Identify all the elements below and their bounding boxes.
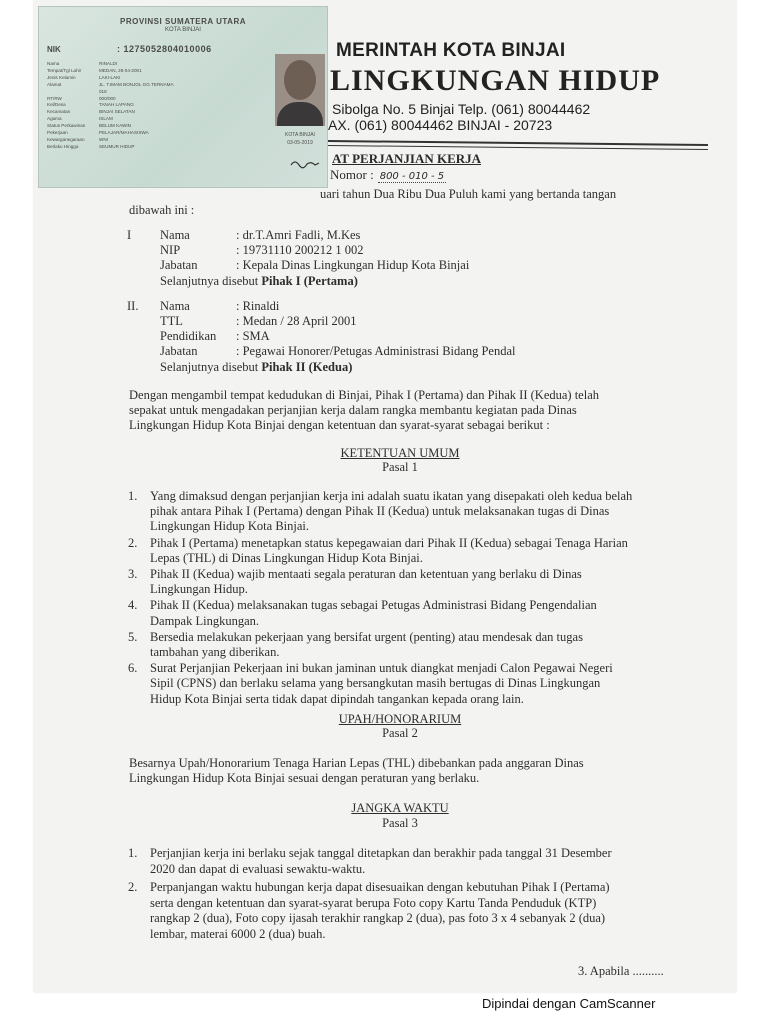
list-item-number: 5. [128, 629, 138, 644]
ktp-field-label: Jenis Kelamin [47, 74, 76, 80]
ktp-signature [289, 157, 321, 171]
list-item-line: Lepas (THL) di Dinas Lingkungan Hidup Kota Binjai. [150, 550, 423, 565]
ktp-photo [275, 54, 325, 126]
ktp-field-label [47, 89, 99, 96]
ktp-field-value: ISLAM [99, 116, 113, 122]
ktp-nik-label: NIK [47, 45, 61, 54]
ktp-nik-value: : 1275052804010006 [117, 44, 212, 54]
list-item-line: tambahan yang diberikan. [150, 645, 280, 659]
list-item-line: Dampak Lingkungan. [150, 613, 260, 628]
ktp-field-row [47, 144, 237, 151]
section2-line-2: Lingkungan Hidup Kota Binjai sesuai dengan peraturan yang berlaku. [129, 771, 480, 785]
list-item-number: 3. [128, 567, 138, 581]
scanner-watermark: Dipindai dengan CamScanner [482, 996, 656, 1011]
ktp-fields [47, 61, 237, 151]
party2-name: : Rinaldi [236, 299, 280, 313]
document-number [330, 167, 446, 183]
party1-name-label: Nama [160, 228, 190, 242]
ktp-field-row [47, 123, 237, 130]
party1-nip-label: NIP [160, 243, 181, 257]
letterhead-government: MERINTAH KOTA BINJAI [336, 40, 566, 61]
party1-jabatan: : Kepala Dinas Lingkungan Hidup Kota Binjai [236, 258, 470, 272]
list-item-line: Pihak I (Pertama) menetapkan status kepegawaian dari Pihak II (Kedua) sebagai Tenaga Harian [150, 535, 628, 550]
party2-education: : SMA [236, 329, 270, 343]
ktp-field-row [47, 82, 237, 89]
ktp-field-value: JL. T.IMAM BONJOL GG.TERNAMA [99, 81, 174, 87]
section1-heading: KETENTUAN UMUM [340, 446, 460, 460]
party1-number: I [127, 228, 132, 242]
party2-number: II. [127, 299, 139, 313]
ktp-field-row [47, 89, 237, 96]
list-item-line: rangkap 2 (dua), Foto copy ijasah terakhir rangkap 2 (dua), pas foto 3 x 4 sebanyak 2 (dua) [150, 911, 606, 925]
nomor-value: 800 - 010 - 5 [379, 171, 445, 182]
party1-name: : dr.T.Amri Fadli, M.Kes [236, 228, 361, 242]
ktp-field-label: Berlaku Hingga [47, 143, 79, 149]
list-item-line: serta dengan ketentuan dan syarat-syarat berupa Foto copy Kartu Tanda Penduduk (KTP) [150, 895, 597, 910]
letterhead-address-2: AX. (061) 80044462 BINJAI - 20723 [328, 117, 553, 133]
letterhead-address-1: Sibolga No. 5 Binjai Telp. (061) 80044462 [332, 101, 591, 117]
ktp-field-row [47, 116, 237, 123]
ktp-field-label: Alamat [47, 81, 62, 87]
list-item-line: Sipil (CPNS) dan berlaku selama yang bersangkutan masih bertugas di Dinas Lingkungan [150, 676, 601, 691]
list-item-number: 2. [128, 880, 138, 894]
intro-line-2: sepakat untuk mengadakan perjanjian kerja dalam rangka membantu kegiatan pada Dinas [129, 403, 577, 417]
list-item-number: 4. [128, 598, 138, 613]
list-item-number: 2. [128, 535, 138, 550]
ktp-city: KOTA BINJAI [165, 27, 201, 33]
document-title: AT PERJANJIAN KERJA [332, 151, 482, 166]
list-item-line: Perjanjian kerja ini berlaku sejak tanggal ditetapkan dan berakhir pada tanggal 31 Desember [150, 846, 612, 860]
ktp-field-row [47, 61, 237, 68]
ktp-field-label: Kel/Desa [47, 102, 66, 108]
party2-education-label: Pendidikan [160, 329, 217, 343]
ktp-field-label: Status Perkawinan [47, 123, 86, 129]
party1-reference: Selanjutnya disebut Pihak I (Pertama) [160, 274, 358, 288]
list-item-line: pihak antara Pihak I (Pertama) dengan Pihak II (Kedua) untuk melaksanakan tugas di Dinas [150, 504, 610, 519]
list-item-number: 1. [128, 489, 138, 503]
list-item-line: Lingkungan Hidup Kota Binjai. [150, 519, 310, 534]
list-item-line: Yang dimaksud dengan perjanjian kerja ini adalah suatu ikatan yang disepakati oleh kedua belah [150, 489, 633, 503]
ktp-field-label: Kewarganegaraan [47, 136, 85, 142]
party2-jabatan: : Pegawai Honorer/Petugas Administrasi Bidang Pendal [236, 344, 516, 358]
opening-line-2: dibawah ini : [129, 203, 195, 217]
ktp-field-value: BINJAI SELATAN [99, 109, 135, 115]
section3-heading: JANGKA WAKTU [351, 801, 449, 815]
list-item-line: Surat Perjanjian Pekerjaan ini bukan jaminan untuk diangkat menjadi Calon Pegawai Negeri [150, 661, 613, 676]
list-item-line: lembar, materai 6000 2 (dua) buah. [150, 926, 326, 941]
ktp-field-value: 000/000 [99, 95, 116, 101]
ktp-field-row [47, 137, 237, 144]
ktp-field-value: SEUMUR HIDUP [99, 143, 135, 149]
ktp-field-row [47, 96, 237, 103]
list-item-line: 2020 dan dapat di evaluasi sewaktu-waktu. [150, 861, 366, 876]
ktp-field-label: Pekerjaan [47, 130, 68, 136]
section3-pasal: Pasal 3 [382, 816, 418, 830]
ktp-field-row [47, 68, 237, 75]
section1-pasal: Pasal 1 [382, 460, 418, 474]
list-item-line: Perpanjangan waktu hubungan kerja dapat disesuaikan dengan kebutuhan Pihak I (Pertama) [150, 880, 610, 894]
party1-nip: : 19731110 200212 1 002 [236, 243, 364, 257]
ktp-field-value: 018 [99, 88, 107, 94]
ktp-issue-city: KOTA BINJAI [285, 132, 315, 138]
list-item-number: 6. [128, 661, 138, 676]
list-item-line: Pihak II (Kedua) wajib mentaati segala peraturan dan ketentuan yang berlaku di Dinas [150, 567, 582, 581]
ktp-province: PROVINSI SUMATERA UTARA [119, 17, 247, 26]
intro-line-3: Lingkungan Hidup Kota Binjai dengan ketentuan dan syarat-syarat sebagai berikut : [129, 418, 550, 432]
continuation-text: 3. Apabila .......... [578, 964, 664, 978]
ktp-field-row [47, 130, 237, 137]
ktp-issue-date: 03-05-2019 [287, 140, 313, 146]
ktp-field-value: BELUM KAWIN [99, 123, 131, 129]
ktp-field-value: PELAJAR/MAHASISWA [99, 130, 149, 136]
nomor-label: Nomor : [330, 167, 374, 182]
ktp-field-row [47, 109, 237, 116]
ktp-field-row [47, 75, 237, 82]
ktp-field-label: Agama [47, 116, 62, 122]
ktp-field-value: RINALDI [99, 61, 118, 66]
list-item-line: Hidup Kota Binjai serta tidak dapat dipindah tangankan kepada orang lain. [150, 691, 524, 706]
list-item-number: 1. [128, 846, 138, 860]
letterhead-office: LINGKUNGAN HIDUP [330, 64, 661, 97]
ktp-field-label: Tempat/Tgl Lahir [47, 67, 82, 73]
ktp-field-label: RT/RW [47, 95, 62, 101]
section2-heading: UPAH/HONORARIUM [338, 712, 462, 726]
ktp-field-label: Nama [47, 61, 60, 66]
ktp-field-value: MEDAN, 28-04-2001 [99, 67, 142, 73]
opening-line-1: uari tahun Dua Ribu Dua Puluh kami yang bertanda tangan [320, 187, 617, 201]
ktp-field-value: WNI [99, 136, 108, 142]
party2-ttl-label: TTL [160, 314, 183, 328]
party2-jabatan-label: Jabatan [160, 344, 198, 358]
ktp-field-label: Kecamatan [47, 109, 71, 115]
ktp-field-row [47, 102, 237, 109]
party1-jabatan-label: Jabatan [160, 258, 198, 272]
list-item-line: Bersedia melakukan pekerjaan yang bersifat urgent (penting) atau mendesak dan tugas [150, 629, 583, 644]
list-item-line: Lingkungan Hidup. [150, 582, 248, 597]
party2-ttl: : Medan / 28 April 2001 [236, 314, 357, 328]
id-card-image [38, 6, 328, 188]
ktp-field-value: TANAH LAPANG [99, 102, 134, 108]
party2-name-label: Nama [160, 299, 190, 313]
ktp-field-value: LAKI-LAKI [99, 74, 121, 80]
party2-reference: Selanjutnya disebut Pihak II (Kedua) [160, 360, 353, 374]
list-item-line: Pihak II (Kedua) melaksanakan tugas sebagai Petugas Administrasi Bidang Pengendalian [150, 598, 597, 613]
section2-pasal: Pasal 2 [382, 726, 418, 740]
section2-line-1: Besarnya Upah/Honorarium Tenaga Harian Lepas (THL) dibebankan pada anggaran Dinas [129, 756, 584, 770]
intro-line-1: Dengan mengambil tempat kedudukan di Binjai, Pihak I (Pertama) dan Pihak II (Kedua) telah [129, 388, 600, 402]
